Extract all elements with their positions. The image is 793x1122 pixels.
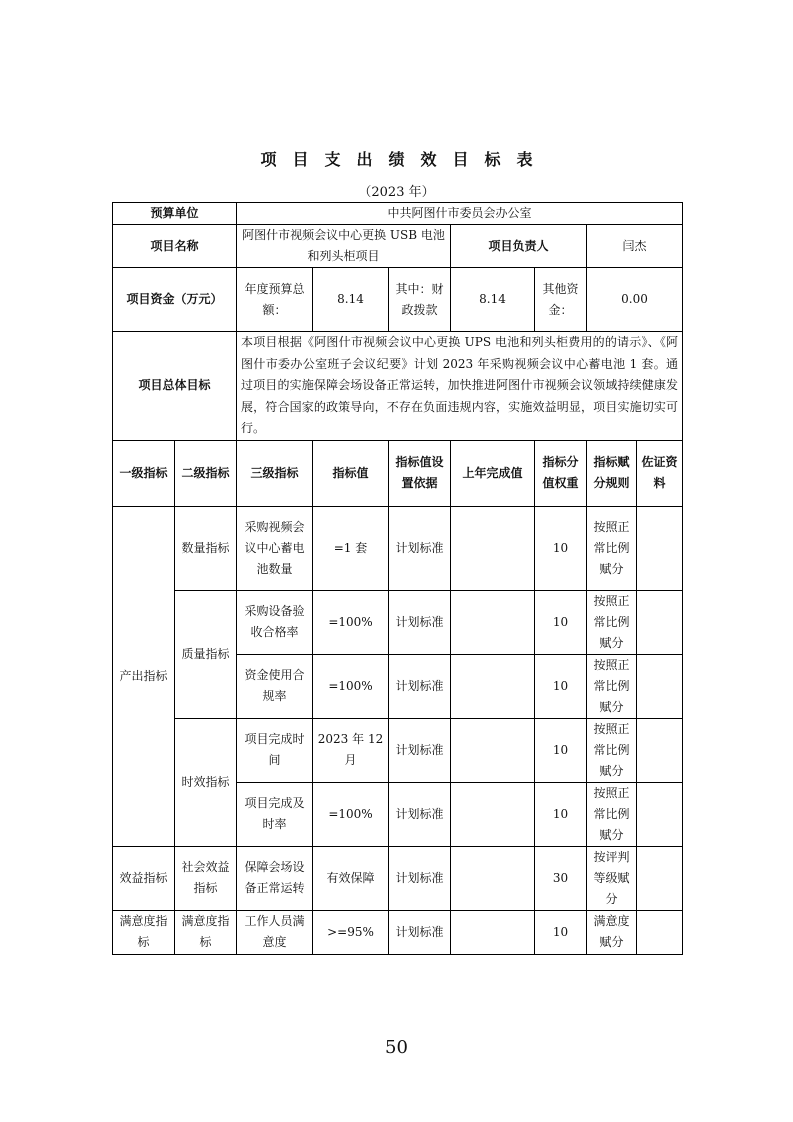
indicator-evidence (637, 718, 683, 782)
indicator-weight: 10 (535, 654, 587, 718)
indicator-rule: 满意度赋分 (587, 910, 637, 954)
fiscal-label: 其中：财政拨款 (389, 268, 451, 332)
goal-text: 本项目根据《阿图什市视频会议中心更换 UPS 电池和列头柜费用的的请示》、《阿图什市委办公室班子会议纪要》计划 2023 年采购视频会议中心蓄电池 1 套。通过项目的实施保障会场设备正常运转，加快推进阿图什市视频会议领域持续健康发展，符合国家的政策导向，不存在负面违规内容，实施效益明显，项目实施切实可行。 (237, 332, 683, 441)
indicator-name: 采购设备验收合格率 (237, 590, 313, 654)
indicator-name: 工作人员满意度 (237, 910, 313, 954)
indicator-last-year (451, 718, 535, 782)
project-funds-row (113, 268, 683, 332)
indicator-name: 资金使用合规率 (237, 654, 313, 718)
indicator-value: 2023 年 12 月 (313, 718, 389, 782)
fiscal-value: 8.14 (451, 268, 535, 332)
indicator-value: =100% (313, 654, 389, 718)
other-funds-label: 其他资金： (535, 268, 587, 332)
indicator-last-year (451, 846, 535, 910)
table-row (113, 590, 683, 654)
performance-target-table (112, 202, 683, 955)
year-label: （2023 年） (358, 185, 435, 200)
level1-satisfaction: 满意度指标 (113, 910, 175, 954)
header-rule: 指标赋分规则 (587, 440, 637, 506)
budget-unit-value: 中共阿图什市委员会办公室 (237, 203, 683, 225)
header-weight: 指标分值权重 (535, 440, 587, 506)
budget-unit-label: 预算单位 (113, 203, 237, 225)
indicator-value: 有效保障 (313, 846, 389, 910)
header-level2: 二级指标 (175, 440, 237, 506)
annual-budget-label: 年度预算总额： (237, 268, 313, 332)
page-number: 50 (385, 1037, 408, 1058)
indicator-value: >=95% (313, 910, 389, 954)
project-name-row (113, 225, 683, 268)
table-row (113, 846, 683, 910)
page-title: 项目支出绩效目标表 (260, 150, 549, 169)
indicator-evidence (637, 846, 683, 910)
header-row (113, 440, 683, 506)
indicator-basis: 计划标准 (389, 654, 451, 718)
indicator-name: 项目完成及时率 (237, 782, 313, 846)
indicator-value: =100% (313, 590, 389, 654)
header-basis: 指标值设置依据 (389, 440, 451, 506)
level2-quantity: 数量指标 (175, 506, 237, 590)
indicator-last-year (451, 590, 535, 654)
indicator-weight: 10 (535, 718, 587, 782)
indicator-basis: 计划标准 (389, 718, 451, 782)
table-row (113, 506, 683, 590)
indicator-name: 采购视频会议中心蓄电池数量 (237, 506, 313, 590)
level2-timeliness: 时效指标 (175, 718, 237, 846)
level1-output: 产出指标 (113, 506, 175, 846)
level2-quality: 质量指标 (175, 590, 237, 718)
indicator-name: 项目完成时间 (237, 718, 313, 782)
indicator-name: 保障会场设备正常运转 (237, 846, 313, 910)
project-owner-label: 项目负责人 (451, 225, 587, 268)
project-name-value: 阿图什市视频会议中心更换 USB 电池和列头柜项目 (237, 225, 451, 268)
overall-goal-row (113, 332, 683, 441)
annual-budget-value: 8.14 (313, 268, 389, 332)
indicator-evidence (637, 590, 683, 654)
indicator-weight: 10 (535, 590, 587, 654)
indicator-last-year (451, 782, 535, 846)
level1-benefit: 效益指标 (113, 846, 175, 910)
indicator-evidence (637, 654, 683, 718)
other-funds-value: 0.00 (587, 268, 683, 332)
level2-social: 社会效益指标 (175, 846, 237, 910)
funds-label: 项目资金（万元） (113, 268, 237, 332)
indicator-basis: 计划标准 (389, 782, 451, 846)
indicator-weight: 30 (535, 846, 587, 910)
project-owner-value: 闫杰 (587, 225, 683, 268)
budget-unit-row (113, 203, 683, 225)
indicator-rule: 按评判等级赋分 (587, 846, 637, 910)
table-row (113, 718, 683, 782)
indicator-weight: 10 (535, 910, 587, 954)
indicator-basis: 计划标准 (389, 590, 451, 654)
indicator-weight: 10 (535, 506, 587, 590)
level2-satisfaction: 满意度指标 (175, 910, 237, 954)
indicator-evidence (637, 782, 683, 846)
header-level3: 三级指标 (237, 440, 313, 506)
indicator-basis: 计划标准 (389, 506, 451, 590)
indicator-weight: 10 (535, 782, 587, 846)
indicator-evidence (637, 910, 683, 954)
indicator-rule: 按照正常比例赋分 (587, 718, 637, 782)
indicator-rule: 按照正常比例赋分 (587, 654, 637, 718)
indicator-basis: 计划标准 (389, 846, 451, 910)
table-row (113, 910, 683, 954)
indicator-last-year (451, 506, 535, 590)
indicator-last-year (451, 654, 535, 718)
header-level1: 一级指标 (113, 440, 175, 506)
header-last-year: 上年完成值 (451, 440, 535, 506)
indicator-last-year (451, 910, 535, 954)
indicator-rule: 按照正常比例赋分 (587, 506, 637, 590)
header-value: 指标值 (313, 440, 389, 506)
indicator-basis: 计划标准 (389, 910, 451, 954)
indicator-value: =100% (313, 782, 389, 846)
indicator-value: =1 套 (313, 506, 389, 590)
indicator-rule: 按照正常比例赋分 (587, 782, 637, 846)
indicator-rule: 按照正常比例赋分 (587, 590, 637, 654)
header-evidence: 佐证资料 (637, 440, 683, 506)
goal-label: 项目总体目标 (113, 332, 237, 441)
project-name-label: 项目名称 (113, 225, 237, 268)
indicator-evidence (637, 506, 683, 590)
